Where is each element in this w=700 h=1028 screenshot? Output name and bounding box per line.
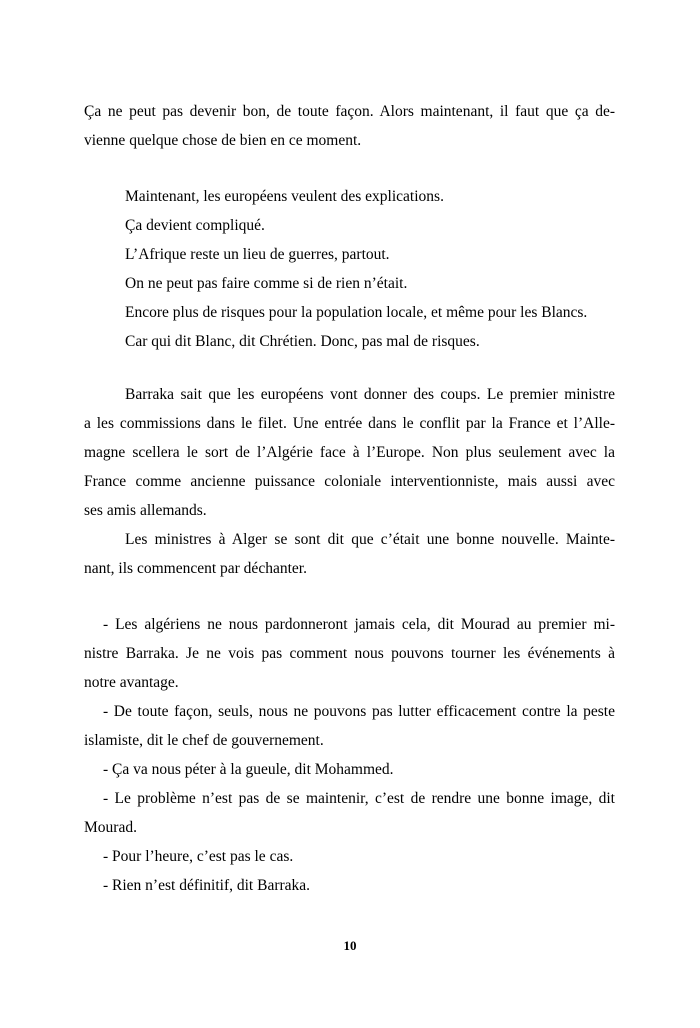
verse-line: Maintenant, les européens veulent des explications.	[125, 188, 444, 205]
dialogue-line: Mourad.	[84, 819, 137, 836]
dialogue-line: islamiste, dit le chef de gouvernement.	[84, 732, 324, 749]
text-line: ses amis allemands.	[84, 502, 207, 519]
dialogue-line: - De toute façon, seuls, nous ne pouvons pas lutter efficacement contre la peste	[103, 703, 615, 720]
dialogue-line: - Rien n’est définitif, dit Barraka.	[103, 877, 311, 894]
text-line: a les commissions dans le filet. Une entrée dans le conflit par la France et l’Alle-	[84, 415, 615, 432]
text-line: vienne quelque chose de bien en ce moment.	[84, 132, 362, 149]
text-line: nant, ils commencent par déchanter.	[84, 560, 307, 577]
text-line: Ça ne peut pas devenir bon, de toute façon. Alors maintenant, il faut que ça de-	[84, 103, 615, 120]
text-line: Barraka sait que les européens vont donner des coups. Le premier ministre	[125, 386, 615, 403]
text-line: magne scellera le sort de l’Algérie face à l’Europe. Non plus seulement avec la	[84, 444, 615, 461]
verse-line: Encore plus de risques pour la population locale, et même pour les Blancs.	[125, 304, 588, 321]
verse-line: On ne peut pas faire comme si de rien n’était.	[125, 275, 408, 292]
dialogue-line: - Les algériens ne nous pardonneront jamais cela, dit Mourad au premier mi-	[103, 616, 615, 633]
verse-line: L’Afrique reste un lieu de guerres, partout.	[125, 246, 390, 263]
dialogue-line: notre avantage.	[84, 674, 179, 691]
text-line: Les ministres à Alger se sont dit que c’était une bonne nouvelle. Mainte-	[125, 531, 615, 548]
verse-line: Ça devient compliqué.	[125, 217, 265, 234]
dialogue-line: nistre Barraka. Je ne vois pas comment nous pouvons tourner les événements à	[84, 645, 615, 662]
dialogue-line: - Pour l’heure, c’est pas le cas.	[103, 848, 294, 865]
page-number: 10	[343, 938, 357, 953]
dialogue-line: - Le problème n’est pas de se maintenir, c’est de rendre une bonne image, dit	[103, 790, 615, 807]
verse-line: Car qui dit Blanc, dit Chrétien. Donc, pas mal de risques.	[125, 333, 480, 350]
dialogue-line: - Ça va nous péter à la gueule, dit Mohammed.	[103, 761, 394, 778]
text-line: France comme ancienne puissance coloniale interventionniste, mais aussi avec	[84, 473, 615, 490]
